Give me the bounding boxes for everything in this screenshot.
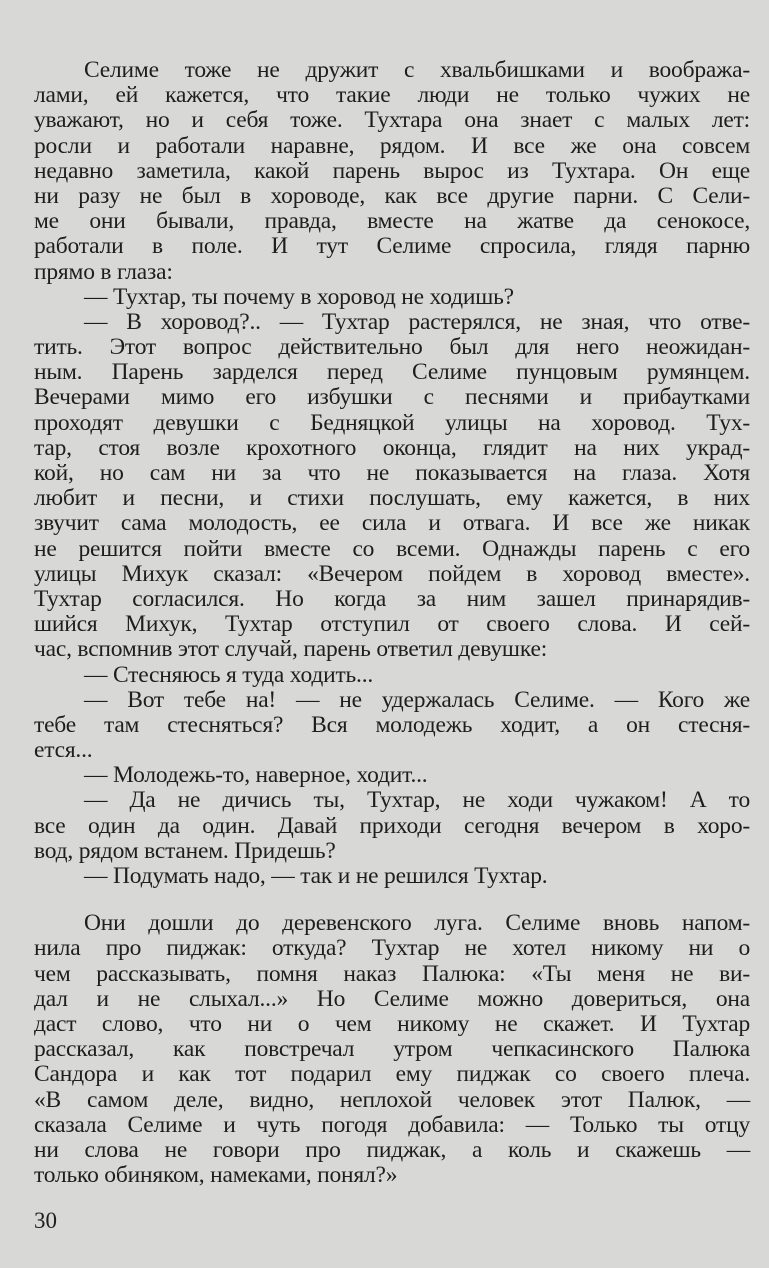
text-line: ни слова не говори про пиджак, а коль и скажешь —: [34, 1136, 750, 1163]
text-line: «В самом деле, видно, неплохой человек этот Палюк, —: [34, 1086, 750, 1113]
text-line: работали в поле. И тут Селиме спросила, глядя парню: [34, 233, 750, 260]
text-line: кой, но сам ни за что не показывается на глаза. Хотя: [34, 460, 750, 486]
text-line: вод, рядом встанем. Придешь?: [34, 837, 336, 864]
text-line: прямо в глаза:: [34, 258, 173, 285]
text-line: Сандора и как тот подарил ему пиджак со своего плеча.: [34, 1061, 750, 1088]
text-line: все один да один. Давай приходи сегодня вечером в хоро-: [34, 812, 750, 839]
text-line: шийся Михук, Тухтар отступил от своего слова. И сей-: [34, 611, 750, 638]
text-line: — Подумать надо, — так и не решился Тухтар.: [84, 863, 548, 889]
text-line: ным. Парень зарделся перед Селиме пунцовым румянцем.: [34, 359, 750, 386]
text-line: — Стесняюсь я туда ходить...: [84, 661, 374, 688]
text-line: Вечерами мимо его избушки с песнями и прибаутками: [34, 384, 750, 411]
text-line: ется...: [34, 737, 93, 764]
text-line: чем рассказывать, помня наказ Палюка: «Ты меня не ви-: [34, 960, 750, 987]
text-line: час, вспомнив этот случай, парень ответил девушке:: [34, 636, 548, 663]
text-line: сказала Селиме и чуть погодя добавила: — Только ты отцу: [34, 1111, 750, 1138]
text-line: рассказал, как повстречал утром чепкасинского Палюка: [34, 1036, 750, 1063]
text-line: дал и не слыхал...» Но Селиме можно довериться, она: [34, 985, 750, 1012]
text-line: ни разу не был в хороводе, как все другие парни. С Сели-: [34, 182, 750, 209]
text-line: Тухтар согласился. Но когда за ним зашел принарядив-: [34, 585, 750, 612]
text-line: недавно заметила, какой парень вырос из Тухтара. Он еще: [34, 157, 750, 184]
text-line: — Вот тебе на! — не удержалась Селиме. — Кого же: [84, 686, 750, 713]
text-line: не решится пойти вместе со всеми. Однажды парень с его: [34, 535, 750, 562]
text-line: — В хоровод?.. — Тухтар растерялся, не зная, что отве-: [84, 308, 750, 335]
paragraph: [34, 911, 750, 1188]
text-line: тить. Этот вопрос действительно был для него неожидан-: [34, 334, 750, 361]
text-line: только обиняком, намеками, понял?»: [34, 1162, 398, 1189]
text-line: тебе там стесняться? Вся молодежь ходит, а он стесня-: [34, 711, 750, 738]
book-page-text: [34, 58, 750, 1188]
text-line: звучит сама молодость, ее сила и отвага. И все же никак: [34, 510, 750, 537]
text-line: Они дошли до деревенского луга. Селиме вновь напом-: [84, 910, 750, 937]
text-line: нила про пиджак: откуда? Тухтар не хотел никому ни о: [34, 935, 750, 962]
page-number: 30: [34, 1208, 57, 1233]
text-line: проходят девушки с Бедняцкой улицы на хоровод. Тух-: [34, 409, 750, 436]
text-line: лами, ей кажется, что такие люди не только чужих не: [34, 82, 750, 109]
text-line: улицы Михук сказал: «Вечером пойдем в хоровод вместе».: [34, 560, 750, 587]
text-line: ме они бывали, правда, вместе на жатве да сенокосе,: [34, 208, 750, 235]
text-line: Селиме тоже не дружит с хвальбишками и вообража-: [84, 57, 750, 83]
text-line: любит и песни, и стихи послушать, ему кажется, в них: [34, 485, 750, 512]
text-line: росли и работали наравне, рядом. И все же она совсем: [34, 132, 750, 159]
text-line: — Молодежь-то, наверное, ходит...: [84, 762, 428, 789]
paragraph: [34, 58, 750, 889]
text-line: тар, стоя возле крохотного оконца, глядит на них укрaд-: [34, 434, 750, 461]
text-line: — Тухтар, ты почему в хоровод не ходишь?: [84, 283, 514, 310]
text-line: уважают, но и себя тоже. Тухтара она знает с малых лет:: [34, 107, 750, 134]
text-line: — Да не дичись ты, Тухтар, не ходи чужаком! А то: [84, 787, 750, 814]
text-line: даст слово, что ни о чем никому не скажет. И Тухтар: [34, 1010, 750, 1037]
